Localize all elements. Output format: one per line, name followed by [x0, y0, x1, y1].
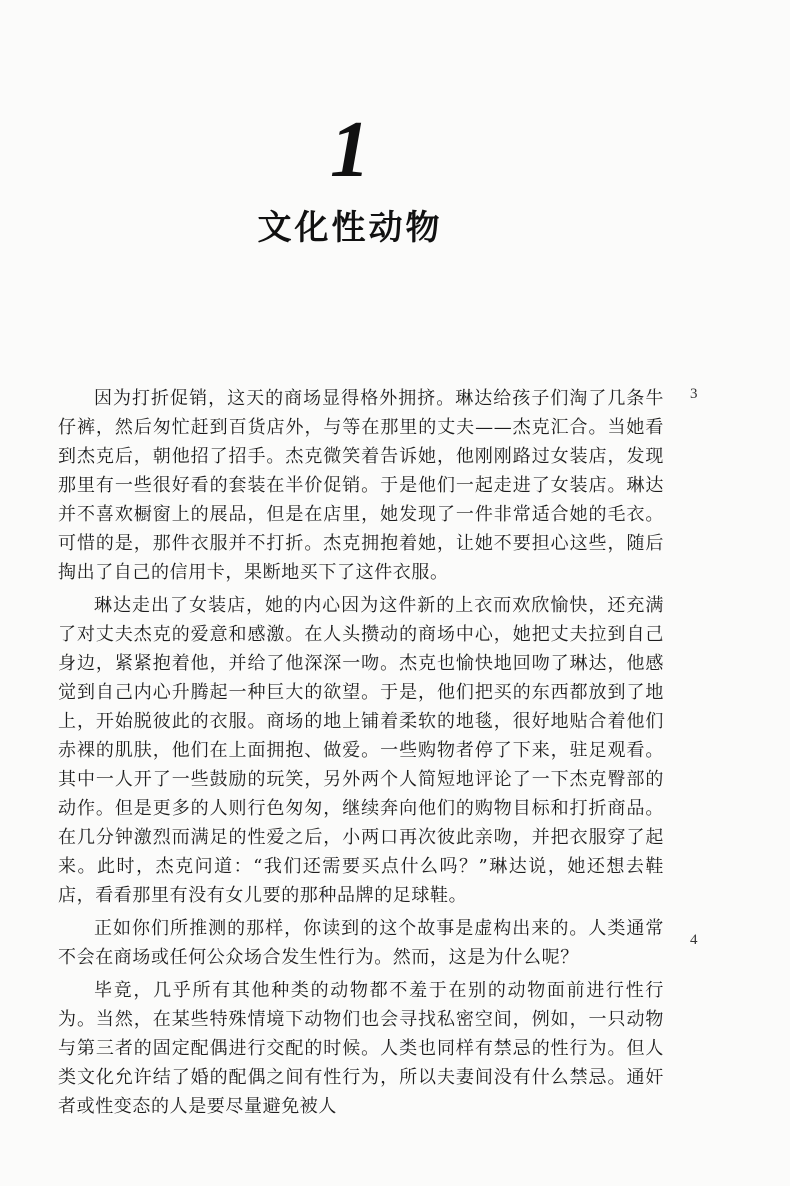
marginal-page-number: 3	[690, 386, 698, 402]
chapter-title: 文化性动物	[257, 208, 443, 248]
paragraph-2: 琳达走出了女装店，她的内心因为这件新的上衣而欢欣愉快，还充满了对丈夫杰克的爱意和感激。在人头攒动的商场中心，她把丈夫拉到自己身边，紧紧抱着他，并给了他深深一吻。杰克也愉快地回吻了琳达，他感觉到自己内心升腾起一种巨大的欲望。于是，他们把买的东西都放到了地上，开始脱彼此的衣服。商场的地上铺着柔软的地毯，很好地贴合着他们赤裸的肌肤，他们在上面拥抱、做爱。一些购物者停了下来，驻足观看。其中一人开了一些鼓励的玩笑，另外两个人简短地评论了一下杰克臀部的动作。但是更多的人则行色匆匆，继续奔向他们的购物目标和打折商品。在几分钟激烈而满足的性爱之后，小两口再次彼此亲吻，并把衣服穿了起来。此时，杰克问道：“我们还需要买点什么吗？”琳达说，她还想去鞋店，看看那里有没有女儿要的那种品牌的足球鞋。	[58, 595, 664, 906]
marginal-page-number: 4	[690, 932, 698, 948]
chapter-number: 1	[330, 106, 370, 194]
paragraph-1: 因为打折促销，这天的商场显得格外拥挤。琳达给孩子们淘了几条牛仔裤，然后匆忙赶到百货店外，与等在那里的丈夫——杰克汇合。当她看到杰克后，朝他招了招手。杰克微笑着告诉她，他刚刚路过女装店，发现那里有一些很好看的套装在半价促销。于是他们一起走进了女装店。琳达并不喜欢橱窗上的展品，但是在店里，她发现了一件非常适合她的毛衣。可惜的是，那件衣服并不打折。杰克拥抱着她，让她不要担心这些，随后掏出了自己的信用卡，果断地买下了这件衣服。	[58, 388, 664, 583]
body-text	[58, 384, 664, 1125]
paragraph-4: 毕竟，几乎所有其他种类的动物都不羞于在别的动物面前进行性行为。当然，在某些特殊情境下动物们也会寻找私密空间，例如，一只动物与第三者的固定配偶进行交配的时候。人类也同样有禁忌的性行为。但人类文化允许结了婚的配偶之间有性行为，所以夫妻间没有什么禁忌。通奸者或性变态的人是要尽量避免被人	[58, 980, 664, 1117]
paragraph-3: 正如你们所推测的那样，你读到的这个故事是虚构出来的。人类通常不会在商场或任何公众场合发生性行为。然而，这是为什么呢？	[58, 918, 664, 968]
